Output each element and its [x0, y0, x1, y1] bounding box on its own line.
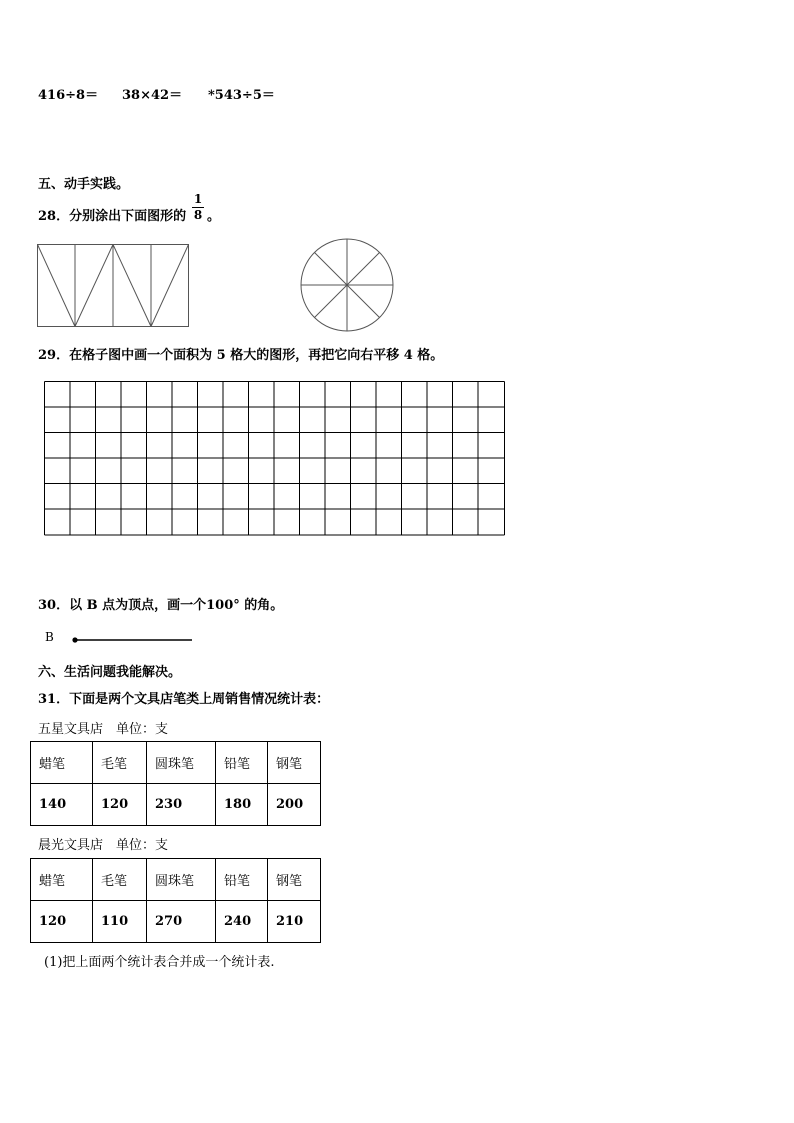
fraction-one-eighth: [191, 193, 205, 222]
calc-expr-2: 38×42＝: [122, 88, 183, 103]
store2-header-cell: 蜡笔: [31, 859, 93, 901]
store1-caption: 五星文具店 单位：支: [38, 722, 169, 737]
store2-caption: 晨光文具店 单位：支: [38, 838, 169, 853]
question-30-text: 30．以 B 点为顶点，画一个100° 的角。: [38, 598, 284, 613]
calc-expr-3: *543÷5＝: [208, 88, 275, 103]
fraction-numerator: 1: [193, 192, 203, 206]
point-b-label: B: [45, 630, 54, 644]
drawing-grid[interactable]: [44, 381, 506, 537]
store1-header-cell: 圆珠笔: [147, 742, 216, 784]
store1-value-cell: 140: [31, 784, 93, 826]
store1-header-cell: 蜡笔: [31, 742, 93, 784]
store2-table: [30, 858, 321, 943]
store2-header-cell: 钢笔: [268, 859, 321, 901]
question-31-subquestion-1: (1)把上面两个统计表合并成一个统计表.: [44, 955, 275, 970]
store1-header-cell: 毛笔: [93, 742, 147, 784]
store1-value-cell: 230: [147, 784, 216, 826]
question-31-text: 31．下面是两个文具店笔类上周销售情况统计表：: [38, 692, 330, 707]
store2-value-cell: 120: [31, 901, 93, 943]
store2-header-cell: 铅笔: [216, 859, 268, 901]
store2-header-cell: 圆珠笔: [147, 859, 216, 901]
rectangle-triangles-figure[interactable]: [37, 244, 190, 328]
calc-expr-1: 416÷8＝: [38, 88, 99, 103]
fraction-denominator: 8: [193, 208, 203, 222]
store1-header-cell: 钢笔: [268, 742, 321, 784]
store1-value-cell: 120: [93, 784, 147, 826]
question-28-text: 28．分别涂出下面图形的: [38, 209, 187, 224]
store2-value-cell: 240: [216, 901, 268, 943]
store1-value-cell: 200: [268, 784, 321, 826]
ray-from-point-b[interactable]: [70, 634, 194, 646]
question-28-suffix: 。: [207, 209, 221, 224]
store2-value-cell: 110: [93, 901, 147, 943]
store2-value-cell: 270: [147, 901, 216, 943]
store2-value-cell: 210: [268, 901, 321, 943]
circle-eight-sectors-figure[interactable]: [299, 237, 395, 333]
store2-header-cell: 毛笔: [93, 859, 147, 901]
store1-header-cell: 铅笔: [216, 742, 268, 784]
store1-value-cell: 180: [216, 784, 268, 826]
question-29-text: 29．在格子图中画一个面积为 5 格大的图形，再把它向右平移 4 格。: [38, 348, 444, 363]
section-5-title: 五、动手实践。: [38, 177, 130, 192]
store1-table: [30, 741, 321, 826]
section-6-title: 六、生活问题我能解决。: [38, 665, 182, 680]
